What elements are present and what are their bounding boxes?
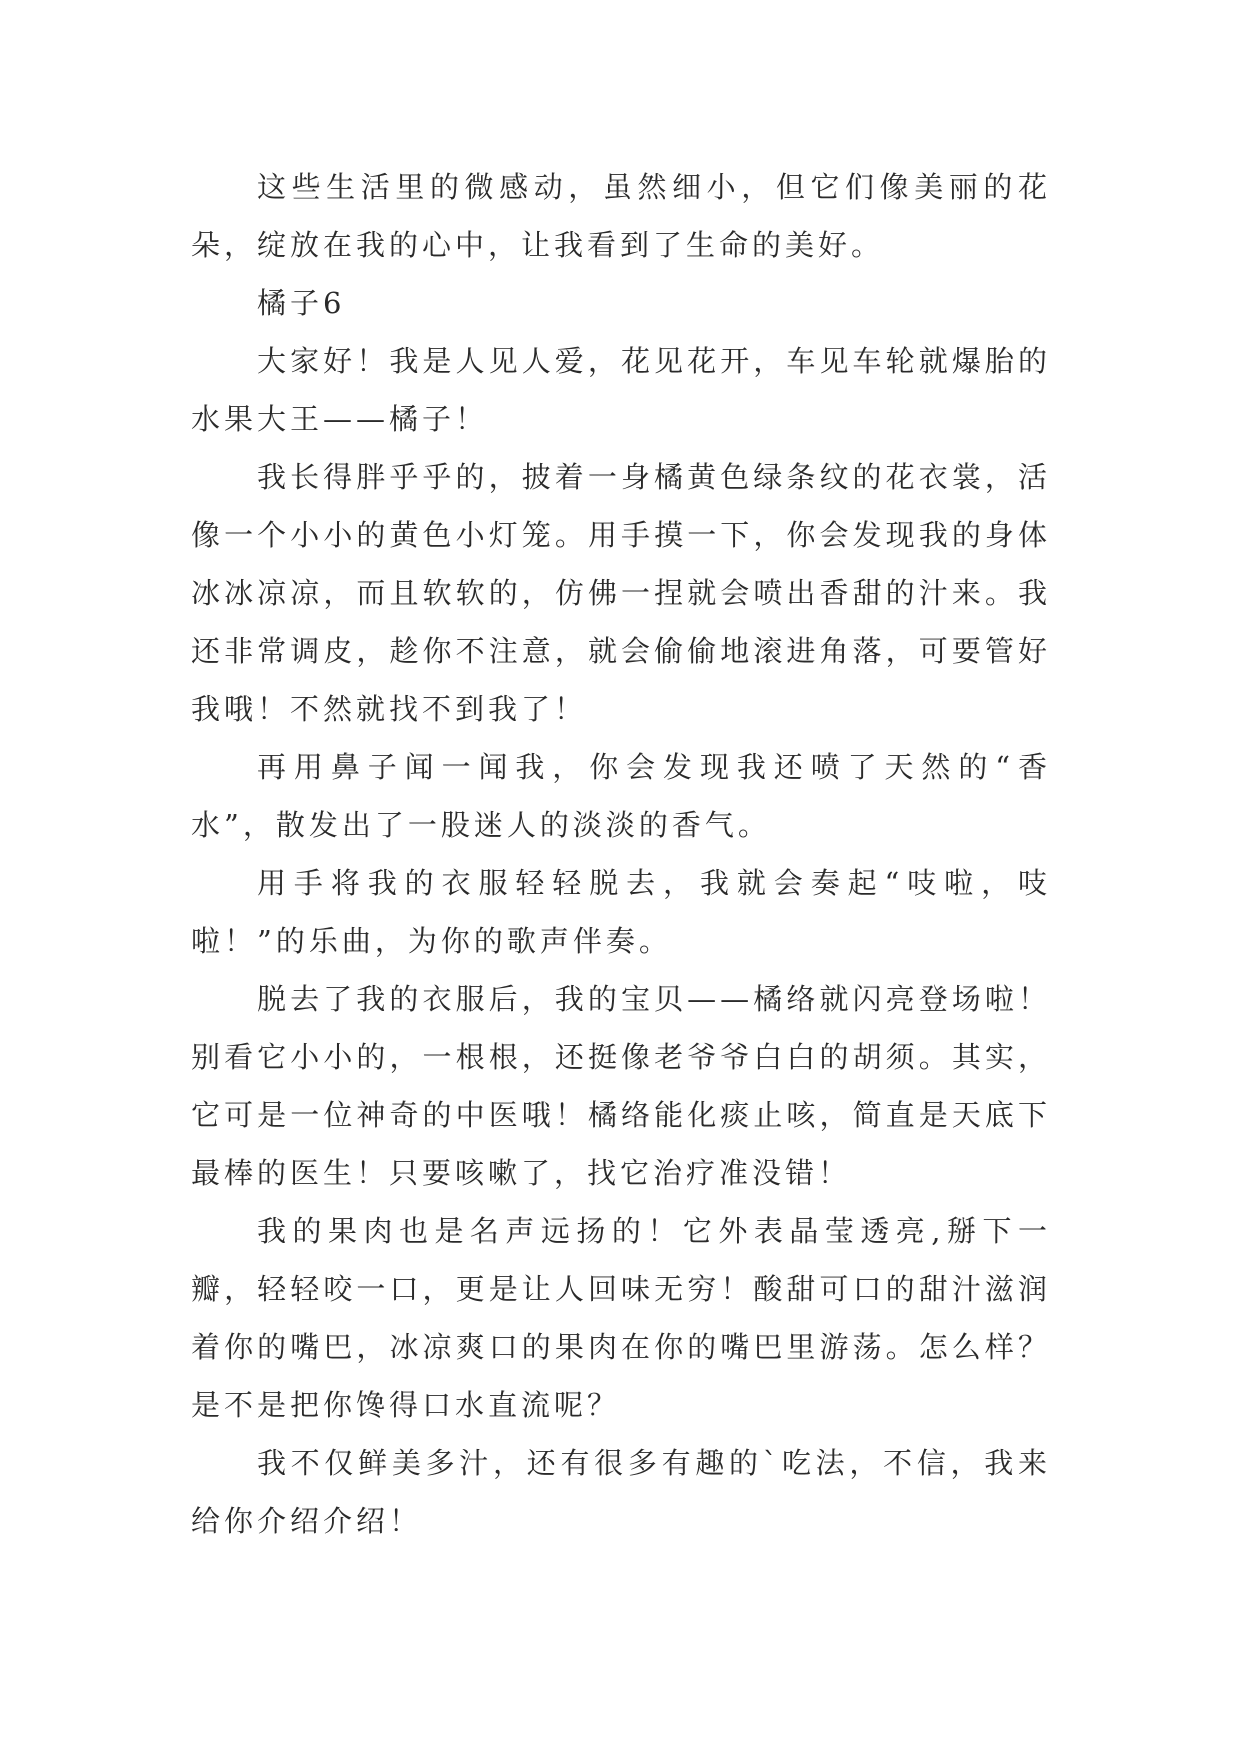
paragraph-4: 再用鼻子闻一闻我，你会发现我还喷了天然的“香水”，散发出了一股迷人的淡淡的香气。 xyxy=(191,750,1051,842)
paragraph-8: 我不仅鲜美多汁，还有很多有趣的`吃法，不信，我来给你介绍介绍！ xyxy=(191,1446,1051,1538)
section-heading: 橘子6 xyxy=(257,286,346,320)
document-body xyxy=(191,158,1051,1550)
paragraph-6: 脱去了我的衣服后，我的宝贝——橘络就闪亮登场啦！别看它小小的，一根根，还挺像老爷爷白白的胡须。其实，它可是一位神奇的中医哦！橘络能化痰止咳，简直是天底下最棒的医生！只要咳嗽了，找它治疗准没错！ xyxy=(191,982,1051,1190)
paragraph-1: 这些生活里的微感动，虽然细小，但它们像美丽的花朵，绽放在我的心中，让我看到了生命的美好。 xyxy=(191,170,1051,262)
paragraph-7: 我的果肉也是名声远扬的！它外表晶莹透亮,掰下一瓣，轻轻咬一口，更是让人回味无穷！酸甜可口的甜汁滋润着你的嘴巴，冰凉爽口的果肉在你的嘴巴里游荡。怎么样？是不是把你馋得口水直流呢？ xyxy=(191,1214,1051,1422)
paragraph-3: 我长得胖乎乎的，披着一身橘黄色绿条纹的花衣裳，活像一个小小的黄色小灯笼。用手摸一下，你会发现我的身体冰冰凉凉，而且软软的，仿佛一捏就会喷出香甜的汁来。我还非常调皮，趁你不注意，就会偷偷地滚进角落，可要管好我哦！不然就找不到我了！ xyxy=(191,460,1051,726)
paragraph-5: 用手将我的衣服轻轻脱去，我就会奏起“吱啦，吱啦！”的乐曲，为你的歌声伴奏。 xyxy=(191,866,1051,958)
paragraph-2: 大家好！我是人见人爱，花见花开，车见车轮就爆胎的水果大王——橘子！ xyxy=(191,344,1051,436)
